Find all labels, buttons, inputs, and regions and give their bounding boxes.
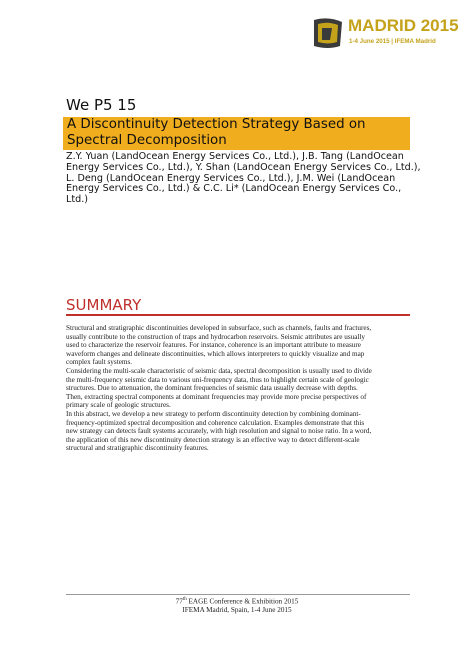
logo-brand-text: MADRID 2015 (348, 16, 459, 35)
author-line: Z.Y. Yuan (LandOcean Energy Services Co., Ltd.), J.B. Tang (LandOcean (66, 151, 404, 162)
footer-edition: 77 (175, 597, 183, 606)
paper-title-line: A Discontinuity Detection Strategy Based on (67, 117, 366, 132)
paper-title-line: Spectral Decomposition (67, 133, 227, 148)
summary-line: the application of this new discontinuity detection strategy is an effective way to detect different-scale (66, 435, 360, 444)
author-line: Energy Services Co., Ltd.), Y. Shan (LandOcean Energy Services Co., Ltd.), (66, 161, 421, 173)
paper-code: We P5 15 (66, 96, 137, 114)
madrid-2015-logo-icon (308, 16, 346, 52)
summary-text (66, 324, 416, 453)
summary-divider (66, 314, 410, 316)
summary-line: structures. Due to attenuation, the dominant frequencies of seismic data usually decrease with depths. (66, 384, 358, 393)
summary-line: waveform changes and delineate discontinuities, which allows interpreters to quickly visualize and map (66, 349, 365, 358)
footer-venue: IFEMA Madrid, Spain, 1-4 June 2015 (182, 606, 292, 614)
summary-line: In this abstract, we develop a new strategy to perform discontinuity detection by combining dominant- (66, 409, 361, 418)
summary-line: complex fault systems. (66, 358, 133, 367)
summary-line: structural and stratigraphic discontinuity features. (66, 444, 209, 453)
logo-date-venue: 1-4 June 2015 | IFEMA Madrid (349, 38, 436, 45)
summary-heading: SUMMARY (66, 296, 142, 314)
summary-line: Considering the multi-scale characteristic of seismic data, spectral decomposition is usually used to divide (66, 366, 372, 375)
summary-line: Then, extracting spectral components at dominant frequencies may provide more precise perspectives of (66, 392, 367, 401)
conference-logo (308, 14, 459, 54)
summary-line: the multi-frequency seismic data to various uni-frequency data, thus to highlight certain scale of geologic (66, 375, 369, 384)
summary-line: used to characterize the reservoir features. For instance, coherence is an important attribute to measure (66, 341, 361, 350)
summary-line: Structural and stratigraphic discontinuities developed in subsurface, such as channels, faults and fractures, (66, 324, 372, 332)
author-line: Energy Services Co., Ltd.) & C.C. Li* (LandOcean Energy Services Co., (66, 183, 402, 195)
author-list (66, 151, 421, 206)
summary-line: usually contribute to the construction of traps and hydrocarbon reservoirs. Seismic attributes are usually (66, 332, 366, 341)
paper-title (63, 117, 410, 150)
footer-conference (0, 597, 474, 605)
footer-conference-name: EAGE Conference & Exhibition 2015 (186, 597, 299, 606)
footer-edition-suffix: th (182, 597, 187, 602)
author-line: Ltd.) (66, 194, 88, 206)
summary-line: frequency-optimized spectral decomposition and coherence calculation. Examples demonstrate that this (66, 418, 365, 427)
summary-line: new strategy can detects fault systems accurately, with high resolution and signal to noise ratio. In a word, (66, 427, 372, 436)
author-line: L. Deng (LandOcean Energy Services Co., Ltd.), J.M. Wei (LandOcean (66, 172, 396, 184)
footer-divider (66, 594, 410, 595)
summary-line: primary scale of geologic structures. (66, 401, 171, 410)
